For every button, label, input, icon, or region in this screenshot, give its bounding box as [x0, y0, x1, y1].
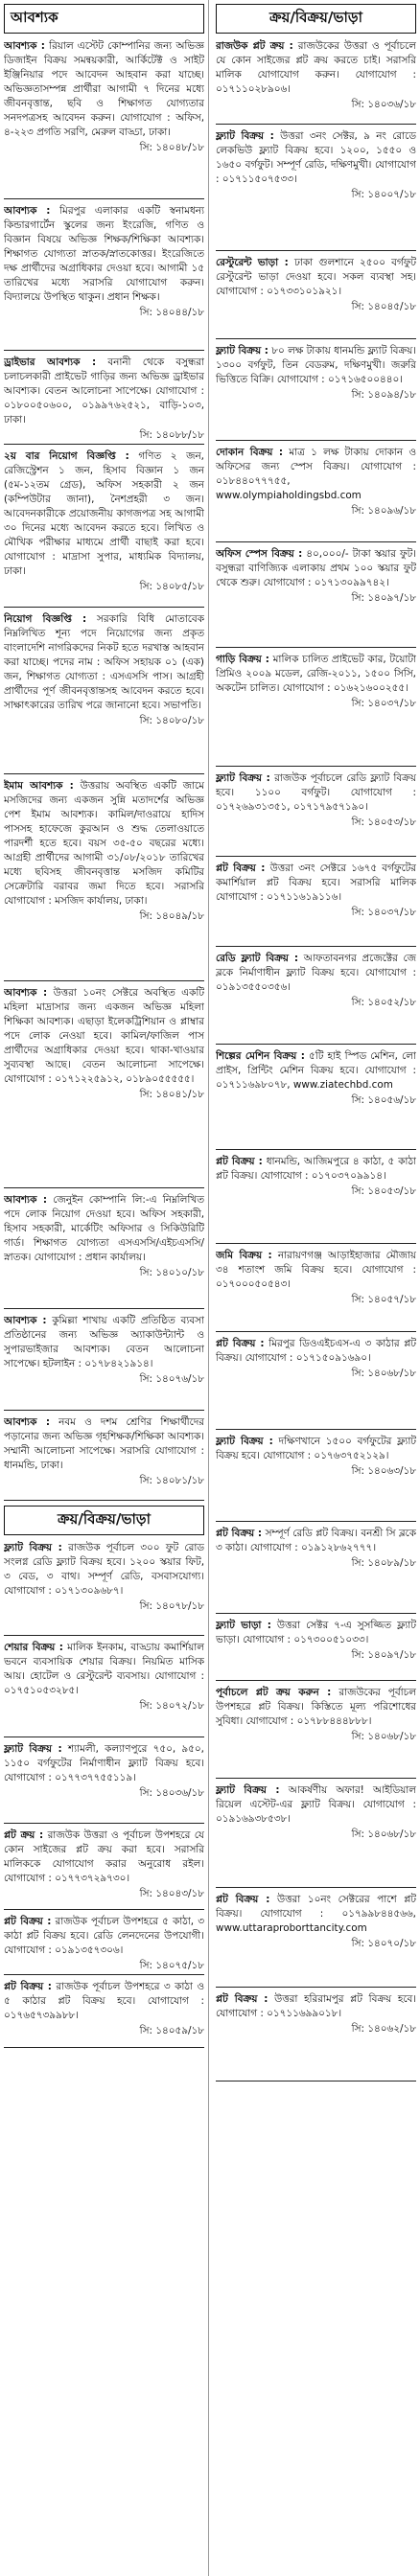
ad-code: সি: ১৪০৮১/১৮	[139, 1475, 204, 1486]
classified-ad	[216, 547, 416, 647]
ad-text: রাজউক পূর্বাচল উপশহরে ৩ কাঠা ও ৫ কাঠার প্লট বিক্রয় হবে। যোগাযোগ : ০১৭৬৫৭৩৯৯৮৮।	[4, 1981, 204, 2021]
ad-code: সি: ১৪০৫৭/১৮	[351, 1294, 416, 1305]
ad-code: সি: ১৪০৫৩/১৮	[351, 816, 416, 828]
ad-body	[216, 1337, 416, 1366]
ad-keyword: প্লট বিক্রয় :	[216, 1528, 263, 1539]
ad-keyword: গাড়ি বিক্রয় :	[216, 654, 269, 665]
ad-text: ৫টি হাই স্পিড মেশিন, লো প্রাইস, প্রিন্টিং মেশিন বিক্রয় হবে। যোগাযোগ : ০১৭১১৬৯৮০৭৮, www.ziatechbd.com	[216, 1050, 416, 1091]
ad-body	[216, 1527, 416, 1555]
ad-text: উত্তরা হরিরামপুর প্লট বিক্রয় হবে। যোগাযোগ : ০১৭১১৬৯৯০১৮।	[216, 1993, 416, 2019]
ad-body	[4, 1415, 204, 1473]
ad-body	[216, 344, 416, 387]
classified-ad	[4, 1314, 204, 1410]
ad-body	[216, 1893, 416, 1936]
ad-body	[4, 1742, 204, 1785]
classified-ad	[4, 1415, 204, 1500]
buy-sell-ads-list-left	[4, 1541, 204, 2048]
ad-code: সি: ১৪০৯৬/১৮	[351, 505, 416, 517]
ad-separator	[216, 1521, 416, 1522]
ad-code: সি: ১৪০৯৭/১৮	[351, 1649, 416, 1661]
ad-separator	[216, 338, 416, 339]
classified-ad	[216, 1249, 416, 1331]
ad-keyword: ফ্ল্যাট বিক্রয় :	[216, 772, 270, 784]
ad-body	[4, 612, 204, 713]
ad-text: কুমিল্লা শাখায় একটি প্রতিষ্ঠিত ব্যবসা প্রতিষ্ঠানের জন্য অভিজ্ঞ অ্যাকাউন্ট্যান্ট ও সুপারভাইজার আবশ্যক। বেতন আলোচনা সাপেক্ষে। হটলাইন : ০১৭৮৪২১৯১৪।	[4, 1315, 204, 1369]
ad-body	[4, 1641, 204, 1698]
ad-code: সি: ১৪০৭০/১৮	[351, 1938, 416, 1949]
ad-body	[4, 1541, 204, 1598]
ad-body	[216, 653, 416, 696]
ad-text: রাজউকের উত্তরা ও পূর্বাচলে যে কোন সাইজের প্লট ক্রয় করতে চাই। সরাসরি মালিক যোগাযোগ করুন। যোগাযোগ : ০১৭১১০২৮৯০৬।	[216, 40, 416, 95]
ad-code: সি: ১৪০৬৮/১৮	[351, 1368, 416, 1379]
classified-ad	[216, 1893, 416, 1987]
right-column	[216, 4, 416, 2086]
classified-ad	[216, 256, 416, 338]
ad-text: দক্ষিণখানে ১৫০০ বর্গফুটের ফ্ল্যাট বিক্রয় হবে। যোগাযোগ : ০১৭৬৩৭৫২১২৯।	[216, 1436, 416, 1461]
ad-code: সি: ১৪০৬২/১৮	[351, 2023, 416, 2035]
ad-keyword: দোকান বিক্রয় :	[216, 447, 284, 458]
classified-ad	[4, 449, 204, 607]
ad-code: সি: ১৪০৫৬/১৮	[351, 1094, 416, 1106]
classified-ad	[216, 129, 416, 250]
classified-ad	[216, 862, 416, 946]
ad-keyword: শিল্পের মেশিন বিক্রয় :	[216, 1050, 305, 1062]
ad-keyword: ফ্ল্যাট ভাড়া :	[216, 1620, 271, 1631]
ad-text: ঢাকা গুলশানে ২৫০০ বর্গফুট রেস্টুরেন্ট ভাড়া দেওয়া হবে। সকল ব্যবস্থা সহ। যোগাযোগ : ০১৭৩৩১০১৯২১।	[216, 257, 416, 297]
ad-keyword: ড্রাইভার আবশ্যক :	[4, 356, 97, 368]
classified-ad	[4, 1742, 204, 1823]
ad-code: সি: ১৪০৭৬/১৮	[139, 1373, 204, 1385]
ad-body	[4, 779, 204, 908]
ad-separator	[4, 980, 204, 981]
ad-keyword: শেয়ার বিক্রয় :	[4, 1642, 63, 1653]
ad-code: সি: ১৪০৩৬/১৮	[351, 99, 416, 110]
ad-keyword: প্লট বিক্রয় :	[216, 862, 266, 874]
classified-ad	[4, 356, 204, 444]
ad-body	[216, 952, 416, 995]
section-header-buy-sell-rent: ক্রয়/বিক্রয়/ভাড়া	[216, 4, 416, 34]
classified-ad	[4, 1980, 204, 2047]
ad-body	[216, 1155, 416, 1184]
ad-separator	[216, 1680, 416, 1681]
ad-text: নারায়ণগঞ্জ আড়াইহাজার মৌজায় ৩৪ শতাংশ জমি বিক্রয় হবে। যোগাযোগ : ০১৭০০০৫০৫৪৩।	[216, 1250, 416, 1290]
ad-text: রিয়াল এস্টেট কোম্পানির জন্য অভিজ্ঞ ডিজাইন বিক্রয় সমন্বয়কারী, আর্কিটেক্ট ও সাইট ইঞ্জিনিয়ার পদে আবেদন আহবান করা যাচ্ছে। অভিজ্ঞতাসম্পন্ন প্রার্থীরা আগামী ৭ দিনের মধ্যে জীবনবৃত্তান্ত, ছবি ও শিক্ষাগত যোগ্যতার সনদপত্রসহ আবেদন করুন। যোগাযোগ : অফিস, ৪-২২৩ প্রগতি সরণি, মেরুল বাড্ডা, ঢাকা।	[4, 40, 204, 138]
ad-keyword: আবশ্যক :	[4, 1315, 47, 1326]
classified-ad	[216, 952, 416, 1044]
ad-text: উত্তরায় অবস্থিত একটি জামে মসজিদের জন্য একজন সুন্নি মতাদর্শের অভিজ্ঞ পেশ ইমাম আবশ্যক। কামিল/দাওরায়ে হাদিস পাসসহ হাফেজে কুরআন ও শুদ্ধ তেলাওয়াতে পারদর্শী হতে হবে। বয়স ৩৫-৫০ বছরের মধ্যে। আগ্রহী প্রার্থীদের আগামী ৩১/০৮/২০১৮ তারিখের মধ্যে ছবিসহ জীবনবৃত্তান্ত মসজিদ কমিটির সেক্রেটারি বরাবর জমা দিতে হবে। সরাসরি যোগাযোগ : মসজিদ কার্যালয়, ঢাকা।	[4, 780, 204, 907]
ad-code: সি: ১৪০৪১/১৮	[139, 1089, 204, 1100]
ad-code: সি: ১৪০৯৪/১৮	[351, 389, 416, 401]
ad-code: সি: ১৪০৪৩/১৮	[139, 1888, 204, 1899]
ad-separator	[4, 1308, 204, 1309]
ad-separator	[216, 440, 416, 441]
ad-keyword: প্লট বিক্রয় :	[216, 1894, 270, 1905]
classified-ad	[216, 653, 416, 766]
ad-code: সি: ১৪০৩৬/১৮	[139, 1787, 204, 1799]
ad-separator	[4, 1974, 204, 1975]
ad-code: সি: ১৪০৭৮/১৮	[139, 1600, 204, 1612]
ad-code: সি: ১৪০৮৮/১৮	[139, 429, 204, 441]
classified-ad	[4, 612, 204, 773]
ad-code: সি: ১৪০৮৫/১৮	[139, 581, 204, 592]
ad-code: সি: ১৪০৪৪/১৮	[139, 307, 204, 318]
ad-code: সি: ১৪০৬৩/১৮	[351, 1465, 416, 1477]
ad-separator	[216, 647, 416, 648]
left-column	[4, 4, 204, 2053]
ad-separator	[216, 946, 416, 947]
ad-keyword: রেস্টুরেন্ট ভাড়া :	[216, 257, 289, 268]
ad-text: রাজউক উত্তরা ও পূর্বাচল উপশহরে যে কোন সাইজের প্লট ক্রয় করা হবে। সরাসরি মালিককে যোগাযোগ করার অনুরোধ রইল। যোগাযোগ : ০১৭৭৩৭২৯৭৩০।	[4, 1829, 204, 1884]
ad-body	[216, 771, 416, 815]
section-header-buy-sell-rent-left: ক্রয়/বিক্রয়/ভাড়া	[4, 1506, 204, 1535]
ad-text: উত্তরা ৩নং সেক্টরে ১৬৭৫ বর্গফুটের কমার্শিয়াল প্লট বিক্রয় হবে। সরাসরি মালিক যোগাযোগ : ০১৭১১৬১৯১১৬।	[216, 862, 416, 903]
classified-ad	[4, 1193, 204, 1308]
ad-text: সরকারি বিধি মোতাবেক নিম্নলিখিত শূন্য পদে নিয়োগের জন্য প্রকৃত বাংলাদেশি নাগরিকদের নিকট হতে দরখাস্ত আহবান করা যাচ্ছে। পদের নাম : অফিস সহায়ক ০১ (এক) জন, শিক্ষাগত যোগ্যতা : এসএসসি পাস। আগ্রহী প্রার্থীদের পূর্ণ জীবনবৃত্তান্তসহ আবেদন করতে হবে। সাক্ষাৎকারের তারিখ পরে জানানো হবে। সভাপতি।	[4, 613, 204, 711]
ad-separator	[216, 1987, 416, 1988]
ad-text: জেনুইন কোম্পানি লি:-এ নিম্নলিখিত পদে লোক নিয়োগ দেওয়া হবে। অফিস সহকারী, হিসাব সহকারী, মার্কেটিং অফিসার ও সিকিউরিটি গার্ড। শিক্ষাগত যোগ্যতা এসএসসি/এইচএসসি/স্নাতক। যোগাযোগ : প্রধান কার্যালয়।	[4, 1194, 204, 1263]
ad-separator	[216, 1613, 416, 1614]
classified-ad	[216, 1435, 416, 1521]
ad-body	[216, 1686, 416, 1729]
ad-keyword: প্লট বিক্রয় :	[4, 1916, 52, 1927]
ad-separator	[4, 198, 204, 199]
ad-keyword: প্লট বিক্রয় :	[216, 1156, 263, 1167]
classified-ad	[4, 1915, 204, 1974]
ad-separator	[4, 2047, 204, 2048]
ad-code: সি: ১৪০৮৯/১৮	[351, 1557, 416, 1569]
classified-ad	[216, 446, 416, 541]
classified-ad	[216, 1783, 416, 1887]
ad-code: সি: ১৪০৩৭/১৮	[351, 698, 416, 709]
ad-text: আফতাবনগর প্রজেক্টের জে ব্লকে নির্মাণাধীন ফ্ল্যাট বিক্রয় হবে। যোগাযোগ : ০১৯১৩৫৫০৩৫৬।	[216, 953, 416, 993]
ad-separator	[4, 350, 204, 351]
ad-code: সি: ১৪০৪৫/১৮	[351, 301, 416, 312]
ad-separator	[216, 766, 416, 767]
ad-separator	[216, 1887, 416, 1888]
ad-body	[4, 1915, 204, 1958]
ad-separator	[216, 1429, 416, 1430]
ad-text: রাজউকের পূর্বাচল উপশহরে প্লট বিক্রয়। কিস্তিতে মূল্য পরিশোধের সুবিধা। যোগাযোগ : ০১৭৮৮৪৪৪৮৮৮।	[216, 1687, 416, 1727]
ad-keyword: ফ্ল্যাট বিক্রয় :	[4, 1743, 62, 1755]
ad-code: সি: ১৪০৩৭/১৮	[351, 907, 416, 918]
ad-keyword: ফ্ল্যাট বিক্রয় :	[216, 1436, 273, 1447]
ad-text: ৪০,০০০/- টাকা স্কয়ার ফুট। বসুন্ধরা বাণিজ্যিক এলাকায় প্রথম ১০০ স্কয়ার ফুট থেকে শুরু। যোগাযোগ : ০১৭১৩০৯৯৭৪২।	[216, 548, 416, 588]
ad-body	[216, 862, 416, 905]
ad-keyword: প্লট ক্রয় :	[4, 1829, 44, 1841]
ad-text: ৮০ লক্ষ টাকায় ধানমন্ডি ফ্ল্যাট বিক্রয়। ১৩০০ বর্গফুট, তিন বেডরুম, দক্ষিণমুখী। জরুরি ভিত্তিতে বিক্রি। যোগাযোগ : ০১৭১৬৫০০৪৪০।	[216, 345, 416, 385]
ad-body	[4, 986, 204, 1087]
ad-separator	[4, 1500, 204, 1501]
wanted-ads-list	[4, 39, 204, 1501]
ad-code: সি: ১৪০৪৮/১৮	[139, 142, 204, 153]
ad-keyword: রাজউক প্লট ক্রয় :	[216, 40, 293, 52]
ad-code: সি: ১৪০৭৫/১৮	[139, 1960, 204, 1971]
ad-text: গণিত ২ জন, রেজিস্ট্রেশন ১ জন, হিসাব বিজ্ঞান ১ জন (৫ম-১২তম গ্রেড), অফিস সহকারী ২ জন (কম্পিউটার জানা), নৈশপ্রহরী ৩ জন। আবেদনকারীকে প্রয়োজনীয় কাগজপত্র সহ আগামী ৩০ দিনের মধ্যে আবেদন করতে হবে। লিখিত ও মৌখিক পরীক্ষার মাধ্যমে প্রার্থী বাছাই করা হবে। যোগাযোগ : মাদ্রাসা সুপার, মাধ্যমিক বিদ্যালয়, ঢাকা।	[4, 450, 204, 577]
ad-body	[216, 547, 416, 590]
ad-separator	[216, 541, 416, 542]
ad-separator	[4, 1823, 204, 1824]
ad-text: রাজউক পূর্বাচলে রেডি ফ্ল্যাট বিক্রয় হবে। ১১০০ বর্গফুট। যোগাযোগ : ০১৭২৬৯৩১৩৫১, ০১৭১৭৯৫৭১৯০।	[216, 772, 416, 813]
ad-text: রাজউক পূর্বাচল উপশহরে ৫ কাঠা, ৩ কাঠা প্লট বিক্রয় হবে। রেডি লেনদেনের উপযোগী। যোগাযোগ : ০১৯১৩৫৭৩০৬।	[4, 1916, 204, 1956]
ad-keyword: ফ্ল্যাট বিক্রয় :	[216, 345, 268, 356]
ad-text: উত্তরা ১০নং সেক্টরের পাশে প্লট বিক্রয়। যোগাযোগ : ০১৭৯৯৮৪৪৫৬৬, www.uttaraproborttancity.com	[216, 1894, 416, 1934]
ad-body	[4, 356, 204, 427]
ad-text: শ্যামলী, কল্যাণপুরে ৭৫০, ৯৫০, ১১৫০ বর্গফুটের নির্মাণাধীন ফ্ল্যাট বিক্রয় হবে। যোগাযোগ : ০১৭৭৩৭৭৫৫১১৯।	[4, 1743, 204, 1783]
ad-separator	[216, 1331, 416, 1332]
classified-ad	[216, 1155, 416, 1243]
ad-keyword: আবশ্যক :	[4, 205, 51, 217]
ad-code: সি: ১৪০৫৯/১৮	[139, 2025, 204, 2036]
ad-body	[4, 1314, 204, 1371]
ad-body	[216, 1049, 416, 1092]
ad-separator	[4, 1736, 204, 1737]
buy-sell-ads-list-right	[216, 39, 416, 2082]
ad-text: রাজউক পূর্বাচল ৩০০ ফুট রোড সংলগ্ন রেডি ফ্ল্যাট বিক্রয় হবে। ১২০০ স্কয়ার ফিট, ৩ বেড, ৩ বাথ। সম্পূর্ণ রেডি, বসবাসযোগ্য। যোগাযোগ : ০১৭১৩০৯৬৮৭।	[4, 1542, 204, 1597]
ad-text: মিরপুর ডিওএইচএস-এ ৩ কাঠার প্লট বিক্রয়। যোগাযোগ : ০১৭১৫০৯১৬৯০।	[216, 1338, 416, 1364]
section-header-wanted: আবশ্যক	[4, 4, 204, 34]
ad-separator	[4, 1635, 204, 1636]
classified-ad	[216, 1619, 416, 1680]
ad-keyword: ২য় বার নিয়োগ বিজ্ঞপ্তি :	[4, 450, 129, 462]
ad-separator	[216, 250, 416, 251]
ad-code: সি: ১৪০৪৯/১৮	[139, 910, 204, 922]
ad-body	[4, 1193, 204, 1265]
ad-body	[216, 1992, 416, 2021]
ad-code: সি: ১৪০১০/১৮	[139, 1267, 204, 1278]
ad-code: সি: ১৪০৫২/১৮	[351, 997, 416, 1008]
ad-keyword: ফ্ল্যাট বিক্রয় :	[216, 130, 274, 142]
classified-ad	[4, 204, 204, 350]
ad-keyword: ফ্ল্যাট বিক্রয় :	[216, 1784, 280, 1796]
classified-ad	[216, 39, 416, 124]
ad-separator	[216, 124, 416, 125]
ad-code: সি: ১৪০৬৮/১৮	[351, 1828, 416, 1840]
ad-code: সি: ১৪০৫৩/১৮	[351, 1185, 416, 1197]
ad-keyword: নিয়োগ বিজ্ঞপ্তি :	[4, 613, 87, 625]
ad-keyword: আবশ্যক :	[4, 1416, 50, 1428]
ad-text: ধানমন্ডি, আজিমপুরে ৪ কাঠা, ৫ কাঠা প্লট বিক্রয়। যোগাযোগ : ০১৭০৩৭০৯৯১৪।	[216, 1156, 416, 1182]
ad-keyword: পূর্বাচলে প্লট ক্রয় করুন :	[216, 1687, 332, 1698]
ad-text: মিরপুর এলাকার একটি স্বনামধন্য কিন্ডারগার্টেন স্কুলের জন্য ইংরেজি, গণিত ও বিজ্ঞান বিষয়ে অভিজ্ঞ শিক্ষক/শিক্ষিকা আবশ্যক। শিক্ষাগত যোগ্যতা স্নাতক/স্নাতকোত্তর। ইংরেজিতে দক্ষ প্রার্থীদের অগ্রাধিকার দেওয়া হবে। আগামী ১৫ তারিখের মধ্যে সরাসরি যোগাযোগ করুন। বিদ্যালয়ে উপস্থিত থাকুন। প্রধান শিক্ষক।	[4, 205, 204, 303]
ad-keyword: প্লট বিক্রয় :	[216, 1338, 265, 1349]
classified-ad	[4, 779, 204, 980]
ad-body	[216, 39, 416, 97]
ad-text: বনানী থেকে বসুন্ধরা চলাচলকারী প্রাইভেট গাড়ির জন্য অভিজ্ঞ ড্রাইভার আবশ্যক। বেতন আলোচনা সাপেক্ষে। যোগাযোগ : ০১৮০০৫০৬০০, ০১৯৯৭৬২৫২১, বাড়ি-১০৩, ঢাকা।	[4, 356, 204, 426]
ad-code: সি: ১৪০৬৮/১৮	[351, 1731, 416, 1742]
ad-code: সি: ১৪০৮০/১৮	[139, 715, 204, 726]
ad-keyword: জমি বিক্রয় :	[216, 1250, 272, 1261]
ad-separator	[4, 1187, 204, 1188]
ad-keyword: প্লট বিক্রয় :	[4, 1981, 52, 1992]
ad-code: সি: ১৪০৯৭/১৮	[351, 592, 416, 604]
classified-ad	[216, 344, 416, 440]
ad-text: সম্পূর্ণ রেডি প্লট বিক্রয়। বনশ্রী সি ব্লকে ৩ কাঠা। যোগাযোগ : ০১৯১২৮৬২৭৭৭।	[216, 1528, 416, 1553]
ad-body	[4, 449, 204, 579]
ad-separator	[216, 1044, 416, 1045]
ad-separator	[4, 444, 204, 445]
classified-ad	[216, 1049, 416, 1149]
classified-ad	[216, 771, 416, 856]
column-divider	[208, 0, 209, 2576]
ad-text: উত্তরা ৩নং সেক্টর, ৯ নং রোডে লেকভিউ ফ্ল্যাট বিক্রয় হবে। ১২০০, ১৫৫০ ও ১৬৫০ বর্গফুট। সম্পূর্ণ রেডি, দক্ষিণমুখী। যোগাযোগ : ০১৭১১৫০৭৫৩৩।	[216, 130, 416, 185]
ad-text: নবম ও দশম শ্রেণির শিক্ষার্থীদের পড়ানোর জন্য অভিজ্ঞ গৃহশিক্ষক/শিক্ষিকা আবশ্যক। সম্মানী আলোচনা সাপেক্ষে। সরাসরি যোগাযোগ : ধানমন্ডি, ঢাকা।	[4, 1416, 204, 1471]
ad-code: সি: ১৪০০৭/১৮	[351, 189, 416, 200]
ad-code: সি: ১৪০৭২/১৮	[139, 1700, 204, 1712]
ad-body	[216, 1249, 416, 1292]
ad-separator	[4, 1410, 204, 1411]
ad-body	[4, 39, 204, 140]
ad-separator	[216, 856, 416, 857]
ad-keyword: আবশ্যক :	[4, 1194, 48, 1206]
ad-body	[216, 1783, 416, 1827]
ad-keyword: অফিস স্পেস বিক্রয় :	[216, 548, 303, 560]
ad-separator	[216, 1778, 416, 1779]
ad-keyword: আবশ্যক :	[4, 987, 48, 999]
ad-body	[216, 1435, 416, 1463]
classified-ad	[4, 39, 204, 198]
ad-text: মাত্র ১ লক্ষ টাকায় দোকান ও অফিসের জন্য স্পেস বিক্রয়। যোগাযোগ : ০১৮৪৪০৭৭৭৫৫, www.olympiaholdingsbd.com	[216, 447, 416, 501]
ad-keyword: রেডি ফ্ল্যাট বিক্রয় :	[216, 953, 299, 964]
ad-body	[4, 1828, 204, 1886]
ad-text: আকর্ষণীয় অফার! আইডিয়াল রিয়েল এস্টেট-এর ফ্ল্যাট বিক্রয়। যোগাযোগ : ০১৯১৬৯৩৮৫৩৮।	[216, 1784, 416, 1825]
ad-body	[216, 446, 416, 503]
ad-separator	[216, 1243, 416, 1244]
ad-separator	[216, 2081, 416, 2082]
classified-ad	[216, 1992, 416, 2081]
ad-keyword: ফ্ল্যাট বিক্রয় :	[4, 1542, 62, 1553]
ad-text: উত্তরা ১০নং সেক্টরে অবস্থিত একটি মহিলা মাদ্রাসার জন্য একজন অভিজ্ঞ মহিলা শিক্ষিকা আবশ্যক। এছাড়া ইলেকট্রিশিয়ান ও প্লাম্বার পদে লোক নেওয়া হবে। কামিল/ফাজিল পাস প্রার্থীদের অগ্রাধিকার দেওয়া হবে। থাকা-খাওয়ার সুব্যবস্থা আছে। বেতন আলোচনা সাপেক্ষে। যোগাযোগ : ০১৭১২২৫৯১২, ০১৮৯০৫৫৫৫৫।	[4, 987, 204, 1085]
classified-ad	[216, 1337, 416, 1429]
classified-ad	[216, 1686, 416, 1778]
ad-text: মালিক চালিত প্রাইভেট কার, টয়োটা প্রিমিও ২০০৯ মডেল, রেজি-২০১১, ১৫০০ সিসি, অকটেন চালিত। যোগাযোগ : ০১৬২১৬০০২৫৫।	[216, 654, 416, 694]
ad-body	[4, 1980, 204, 2023]
classified-ad	[4, 1541, 204, 1635]
classified-ad	[4, 986, 204, 1187]
ad-body	[216, 1619, 416, 1647]
ad-separator	[4, 773, 204, 774]
classified-ad	[216, 1527, 416, 1613]
classified-ad	[4, 1828, 204, 1909]
ad-text: মালিক ইনকাম, বাড্ডায় কমার্শিয়াল ভবনে ব্যবসায়িক শেয়ার বিক্রয়। নিয়মিত মাসিক আয়। হোটেল ও রেস্টুরেন্ট ব্যবসায়। যোগাযোগ : ০১৭৫১০৫৩২৮৫।	[4, 1642, 204, 1696]
ad-keyword: আবশ্যক :	[4, 40, 45, 52]
classified-ad	[4, 1641, 204, 1736]
ad-body	[216, 256, 416, 299]
ad-body	[4, 204, 204, 305]
ad-separator	[4, 607, 204, 608]
ad-separator	[4, 1909, 204, 1910]
ad-text: উত্তরা সেক্টর ৭-এ সুসজ্জিত ফ্ল্যাট ভাড়া। যোগাযোগ : ০১৭৩০০৫১০৩৩।	[216, 1620, 416, 1645]
ad-body	[216, 129, 416, 187]
ad-separator	[216, 1149, 416, 1150]
ad-keyword: ইমাম আবশ্যক :	[4, 780, 74, 792]
ad-keyword: প্লট বিক্রয় :	[216, 1993, 268, 2005]
